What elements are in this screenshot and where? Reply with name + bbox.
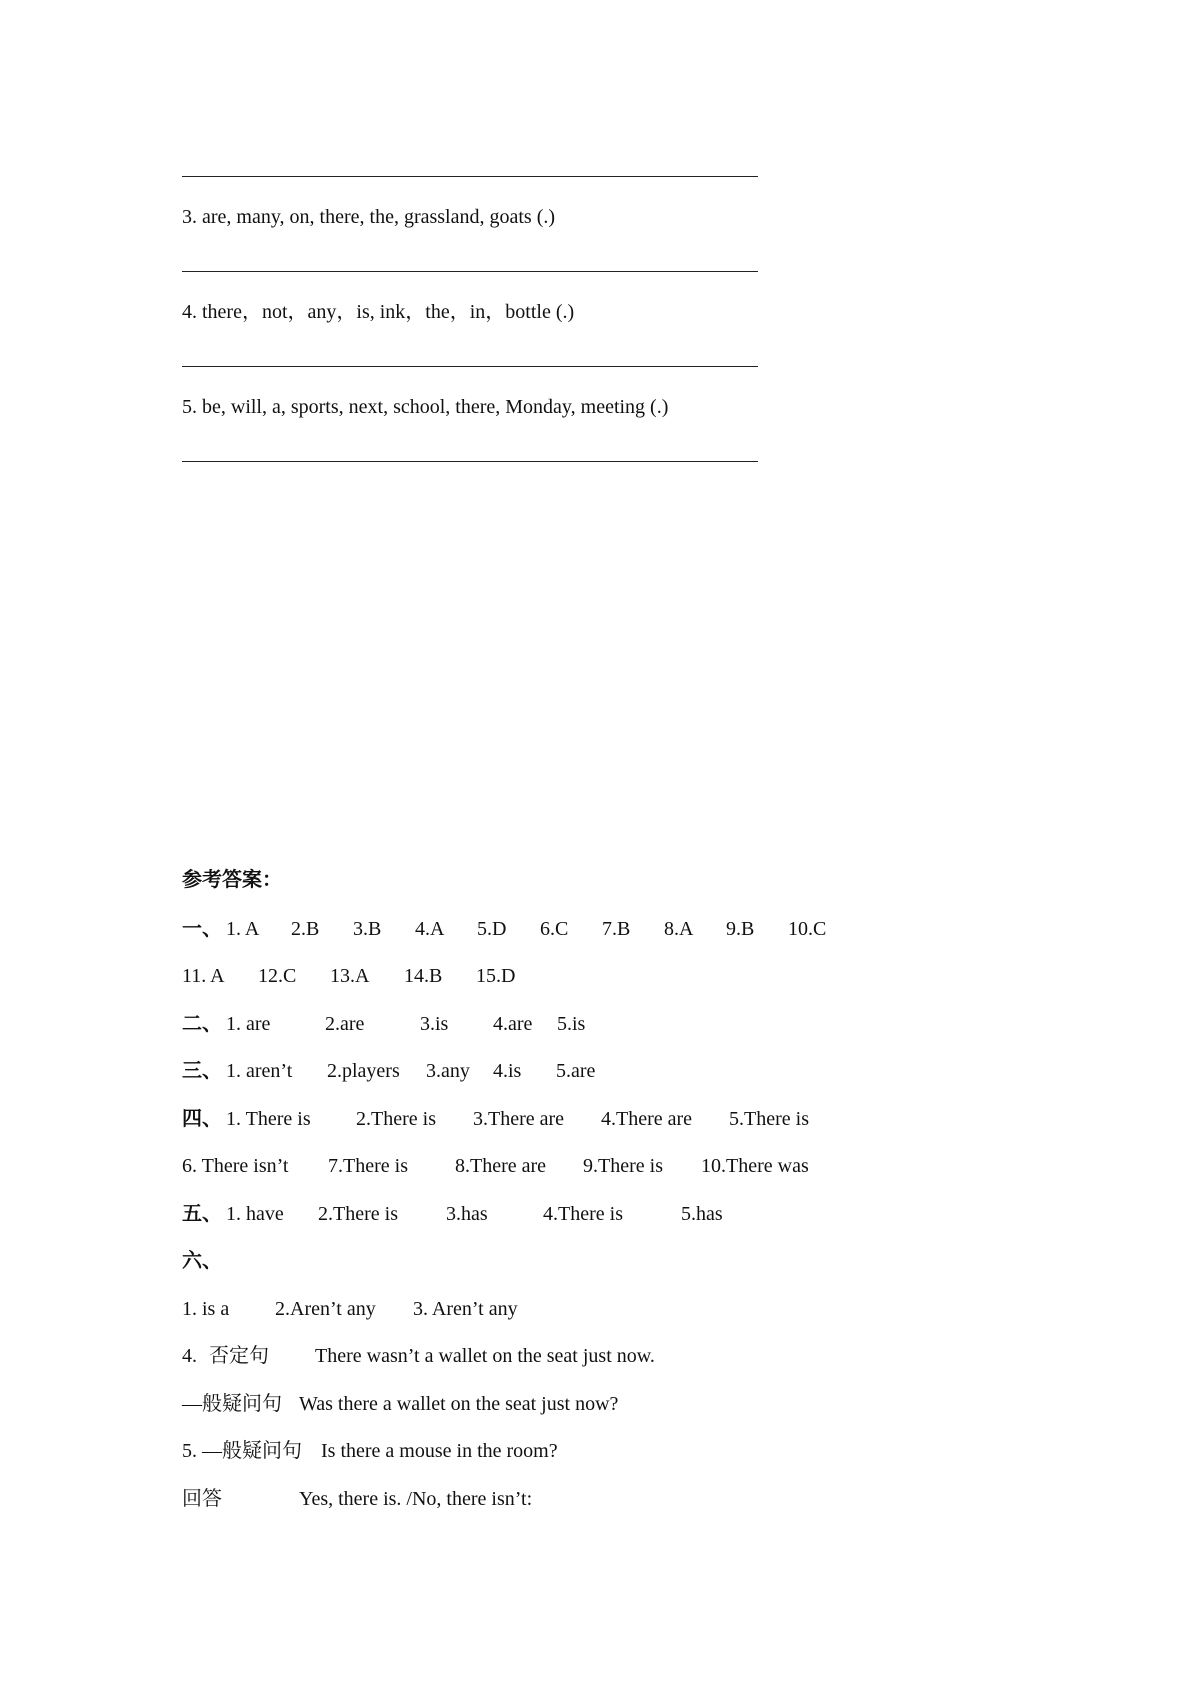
answer-item: 2.There is xyxy=(356,1108,436,1130)
answers-section-6-label: 六、 xyxy=(182,1250,222,1272)
answer-item: 5.has xyxy=(681,1203,723,1225)
exercise-item-3: 3. are, many, on, there, the, grassland, goats (.) xyxy=(182,206,556,228)
answer-blank-line[interactable] xyxy=(182,366,758,367)
answer-item: 3.has xyxy=(446,1203,488,1225)
section-label: 四、 xyxy=(182,1108,222,1130)
exercise-item-4: 4. there，not，any，is, ink，the，in，bottle (.) xyxy=(182,301,575,323)
answer-item: 3.There are xyxy=(473,1108,565,1130)
section-label: 二、 xyxy=(182,1013,222,1035)
answer-item: 4.There is xyxy=(543,1203,623,1225)
answer-item: 4.is xyxy=(493,1060,522,1082)
answer-item: 2.There is xyxy=(318,1203,398,1225)
answer-item: 2.players xyxy=(327,1060,400,1082)
answer-item: 1. have xyxy=(226,1203,284,1225)
answer-item: 12.C xyxy=(258,965,297,987)
answer-item: 14.B xyxy=(404,965,443,987)
answer-item: 13.A xyxy=(330,965,370,987)
sentence-type: —般疑问句 xyxy=(182,1393,282,1415)
answer-item: 1. A xyxy=(226,918,260,940)
answer-sentence: Is there a mouse in the room? xyxy=(321,1440,558,1462)
answer-item: 2.Aren’t any xyxy=(275,1298,376,1320)
item-number: 4. xyxy=(182,1345,197,1367)
section-label: 五、 xyxy=(182,1203,222,1225)
exercise-item-5: 5. be, will, a, sports, next, school, there, Monday, meeting (.) xyxy=(182,396,669,418)
answer-blank-line[interactable] xyxy=(182,271,758,272)
answer-item: 2.are xyxy=(325,1013,365,1035)
answer-item: 3.any xyxy=(426,1060,470,1082)
answer-item: 15.D xyxy=(476,965,516,987)
answer-item: 8.A xyxy=(664,918,694,940)
section-label: 一、 xyxy=(182,918,222,940)
answer-item: 7.B xyxy=(602,918,631,940)
answer-sentence: Was there a wallet on the seat just now? xyxy=(299,1393,619,1415)
answer-item: 5.D xyxy=(477,918,507,940)
answer-item: 6.C xyxy=(540,918,569,940)
answer-item: 1. are xyxy=(226,1013,271,1035)
answer-blank-line[interactable] xyxy=(182,461,758,462)
answer-sentence: Yes, there is. /No, there isn’t: xyxy=(299,1488,533,1510)
section-label: 三、 xyxy=(182,1060,222,1082)
answer-item: 1. is a xyxy=(182,1298,230,1320)
answer-item: 3.is xyxy=(420,1013,449,1035)
answer-item: 3. Aren’t any xyxy=(413,1298,518,1320)
answer-item: 4.A xyxy=(415,918,445,940)
answer-item: 10.There was xyxy=(701,1155,809,1177)
answer-blank-line[interactable] xyxy=(182,176,758,177)
answer-sentence: There wasn’t a wallet on the seat just now. xyxy=(315,1345,655,1367)
answer-item: 5.are xyxy=(556,1060,596,1082)
answer-item: 10.C xyxy=(788,918,827,940)
answer-item: 8.There are xyxy=(455,1155,547,1177)
sentence-type: 5. —般疑问句 xyxy=(182,1440,302,1462)
answer-item: 3.B xyxy=(353,918,382,940)
answer-item: 4.There are xyxy=(601,1108,693,1130)
answers-heading: 参考答案： xyxy=(182,869,282,891)
answer-item: 4.are xyxy=(493,1013,533,1035)
sentence-type: 否定句 xyxy=(209,1345,269,1367)
answer-item: 7.There is xyxy=(328,1155,408,1177)
answer-item: 9.B xyxy=(726,918,755,940)
answer-item: 6. There isn’t xyxy=(182,1155,289,1177)
answer-item: 11. A xyxy=(182,965,225,987)
answer-item: 5.There is xyxy=(729,1108,809,1130)
answer-item: 1. There is xyxy=(226,1108,311,1130)
answer-item: 2.B xyxy=(291,918,320,940)
answer-item: 9.There is xyxy=(583,1155,663,1177)
answers-section-6-line-5 xyxy=(182,1487,533,1559)
sentence-type: 回答 xyxy=(182,1488,222,1510)
answer-item: 1. aren’t xyxy=(226,1060,293,1082)
answer-item: 5.is xyxy=(557,1013,586,1035)
